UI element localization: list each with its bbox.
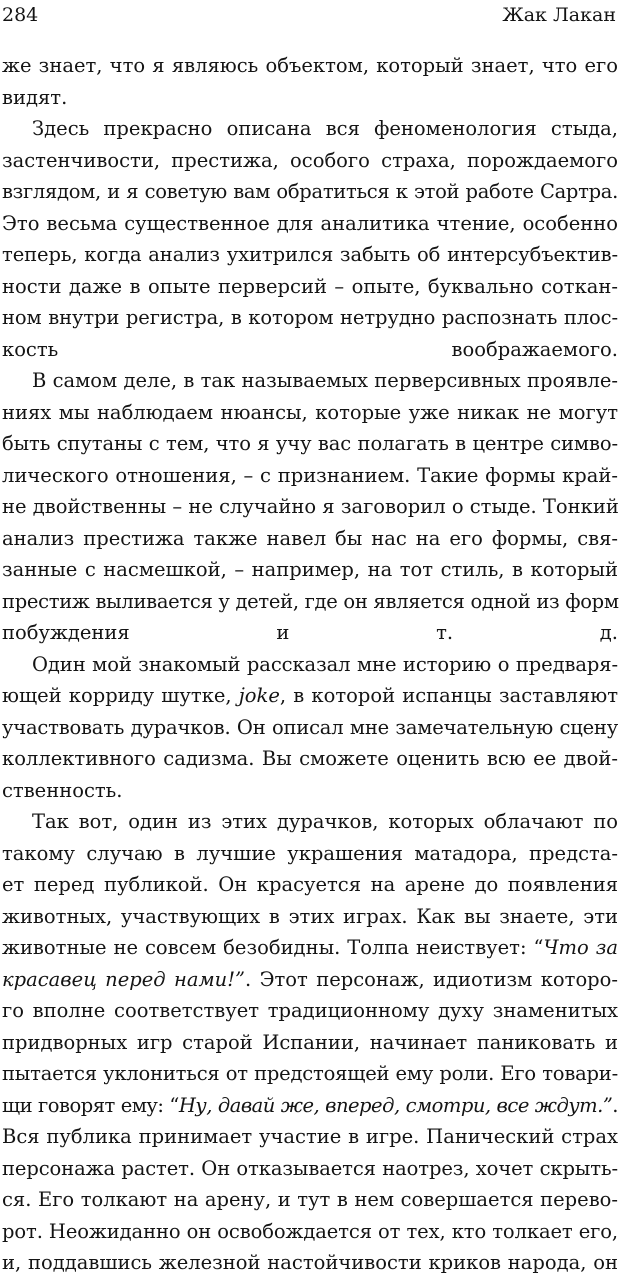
text-line: престиж выливается у детей, где он является одной из форм	[2, 589, 619, 613]
text-run: ющей корриду шутке,	[2, 684, 239, 707]
text-line: ниях мы наблюдаем нюансы, которые уже никак не могут	[2, 400, 618, 424]
text-line: не двойственны – не случайно я заговорил о стыде. Тонкий	[2, 495, 619, 518]
text-line: персонажа растет. Он отказывается наотрез, хочет скрыть-	[2, 1156, 618, 1180]
text-line: ном внутри регистра, в котором нетрудно распознать плос-	[2, 306, 618, 329]
text-block	[2, 50, 618, 1279]
text-line: анализ престижа также навел бы нас на его формы, свя-	[2, 526, 618, 550]
page-body	[2, 50, 618, 1279]
running-head: Жак Лакан	[502, 4, 616, 26]
text-line: участвовать дурачков. Он описал мне замечательную сцену	[2, 715, 618, 739]
italic-run: Ну, давай же, вперед, смотри, все ждут.”	[178, 1093, 613, 1117]
text-run: , в которой испанцы заставляют	[279, 684, 618, 707]
text-run: .	[612, 1093, 618, 1117]
text-line: и, поддавшись железной настойчивости криков народа, он	[2, 1251, 618, 1274]
text-line	[2, 680, 618, 712]
text-line: такому случаю в лучшие украшения матадора, предста-	[2, 841, 618, 865]
text-line: животных, участвующих в этих играх. Как вы знаете, эти	[2, 904, 618, 928]
text-run: щи говорят ему: “	[2, 1093, 179, 1117]
text-line: ет перед публикой. Он красуется на арене до появления	[2, 873, 618, 896]
text-line: ственность.	[2, 778, 123, 802]
text-line: теперь, когда анализ ухитрился забыть об интерсубъектив-	[2, 243, 618, 266]
text-line	[2, 932, 618, 964]
text-line: лического отношения, – с признанием. Такие формы край-	[2, 463, 618, 487]
text-line: Вся публика принимает участие в игре. Панический страх	[2, 1125, 618, 1148]
text-line: ности даже в опыте перверсий – опыте, буквально соткан-	[2, 274, 618, 298]
text-line: В самом деле, в так называемых перверсивных проявле-	[32, 369, 618, 392]
text-line: застенчивости, престижа, особого страха, порождаемого	[2, 148, 618, 172]
text-line: го вполне соответствует традиционному духу знаменитых	[2, 999, 618, 1022]
text-line: рот. Неожиданно он освобождается от тех, кто толкает его,	[2, 1219, 618, 1243]
text-line: занные с насмешкой, – например, на тот стиль, в который	[2, 558, 618, 581]
text-line: взглядом, и я советую вам обратиться к этой работе Сартра.	[2, 180, 618, 203]
text-run: животные не совсем безобидны. Толпа неиствует: “	[2, 936, 544, 959]
text-run: . Этот персонаж, идиотизм которо-	[245, 967, 618, 991]
page-number: 284	[2, 4, 39, 26]
text-line: придворных игр старой Испании, начинает паниковать и	[2, 1030, 618, 1054]
page-header	[0, 0, 620, 34]
text-line: Здесь прекрасно описана вся феноменология стыда,	[32, 117, 618, 140]
text-line: побуждения и т. д.	[2, 621, 618, 644]
text-line	[2, 964, 618, 996]
text-line: кость воображаемого.	[2, 337, 618, 361]
text-line: видят.	[2, 85, 68, 109]
text-line: же знает, что я являюсь объектом, который знает, что его	[2, 54, 618, 77]
text-line: Это весьма существенное для аналитика чтение, особенно	[2, 211, 618, 235]
text-line: быть спутаны с тем, что я учу вас полагать в центре симво-	[2, 432, 618, 455]
text-line: ся. Его толкают на арену, и тут в нем совершается перево-	[2, 1188, 618, 1211]
italic-run: красавец перед нами!”	[2, 967, 246, 991]
text-line	[2, 1090, 618, 1122]
text-line: Один мой знакомый рассказал мне историю о предваря-	[32, 652, 618, 676]
italic-run: joke	[238, 684, 280, 707]
text-line: пытается уклониться от предстоящей ему роли. Его товари-	[2, 1062, 618, 1085]
text-line: коллективного садизма. Вы сможете оценить всю ее двой-	[2, 747, 618, 770]
text-line: Так вот, один из этих дурачков, которых облачают по	[32, 810, 618, 833]
italic-run: Что за	[543, 936, 618, 959]
